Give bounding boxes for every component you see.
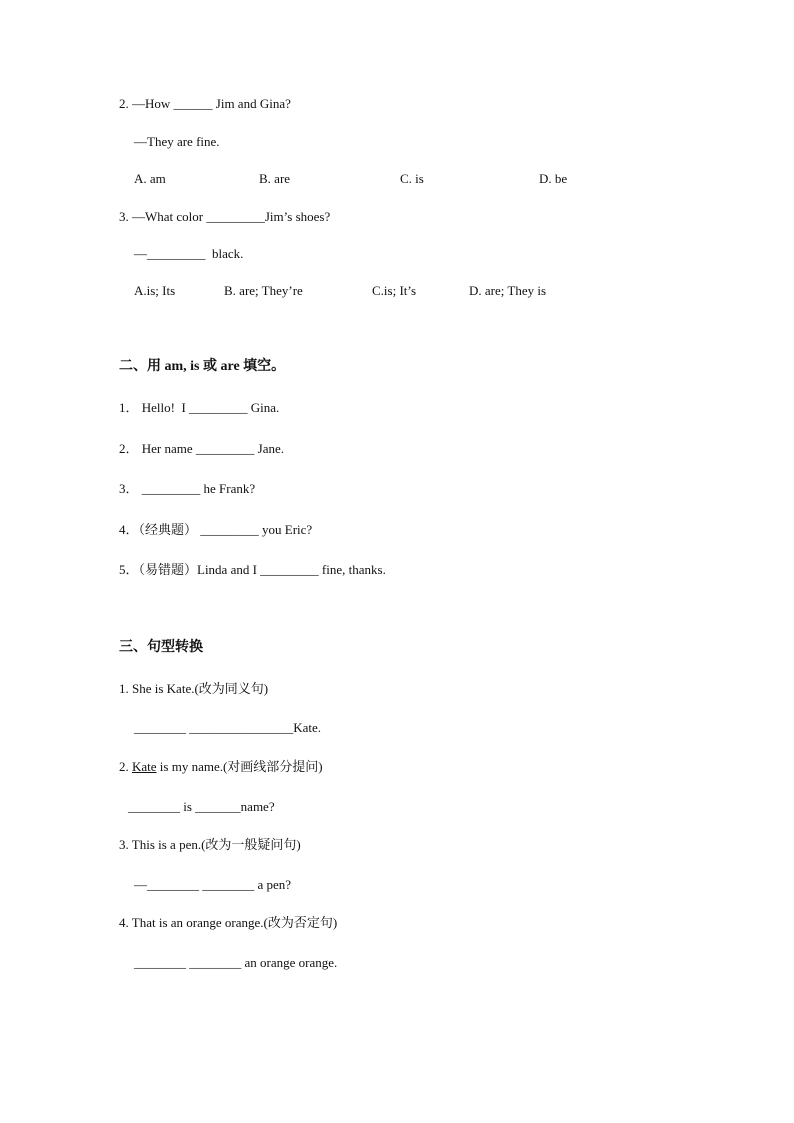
question-3-option-a: A.is; Its xyxy=(134,283,176,298)
question-2-reply: —They are fine. xyxy=(134,134,220,149)
question-2-option-d: D. be xyxy=(539,171,568,186)
transform-item-3-answer: —________ ________ a pen? xyxy=(134,877,292,892)
transform-item-2-answer: ________ is _______name? xyxy=(128,799,275,814)
transform-item-4-answer: ________ ________ an orange orange. xyxy=(134,955,338,970)
question-3-stem: 3. —What color _________Jim’s shoes? xyxy=(119,209,331,224)
transform-item-3-prompt: 3. This is a pen.(改为一般疑问句) xyxy=(119,837,301,852)
question-2-option-b: B. are xyxy=(259,171,291,186)
section-2-heading: 二、用 am, is 或 are 填空。 xyxy=(119,359,286,374)
question-3-option-b: B. are; They’re xyxy=(224,283,303,298)
underlined-word: Kate xyxy=(132,759,157,774)
question-3-option-c: C.is; It’s xyxy=(372,283,417,298)
question-3-option-d: D. are; They is xyxy=(469,283,547,298)
fill-item-1: 1． Hello! I _________ Gina. xyxy=(119,400,280,415)
question-2-option-c: C. is xyxy=(400,171,424,186)
question-2-stem: 2. —How ______ Jim and Gina? xyxy=(119,96,291,111)
question-2-option-a: A. am xyxy=(134,171,166,186)
transform-item-4-prompt: 4. That is an orange orange.(改为否定句) xyxy=(119,915,338,930)
transform-item-1-prompt: 1. She is Kate.(改为同义句) xyxy=(119,681,269,696)
fill-item-5: 5．（易错题）Linda and I _________ fine, thanks. xyxy=(119,562,386,577)
transform-item-2-prompt xyxy=(119,759,323,775)
fill-item-3: 3． _________ he Frank? xyxy=(119,481,256,496)
fill-item-2: 2． Her name _________ Jane. xyxy=(119,441,284,456)
transform-item-2-instruction: is my name.(对画线部分提问) xyxy=(156,759,323,774)
transform-item-2-number: 2. xyxy=(119,759,132,774)
fill-item-4: 4．（经典题） _________ you Eric? xyxy=(119,522,313,537)
section-3-heading: 三、句型转换 xyxy=(119,640,203,655)
transform-item-1-answer: ________ ________________Kate. xyxy=(134,720,322,735)
question-3-reply: —_________ black. xyxy=(134,246,244,261)
